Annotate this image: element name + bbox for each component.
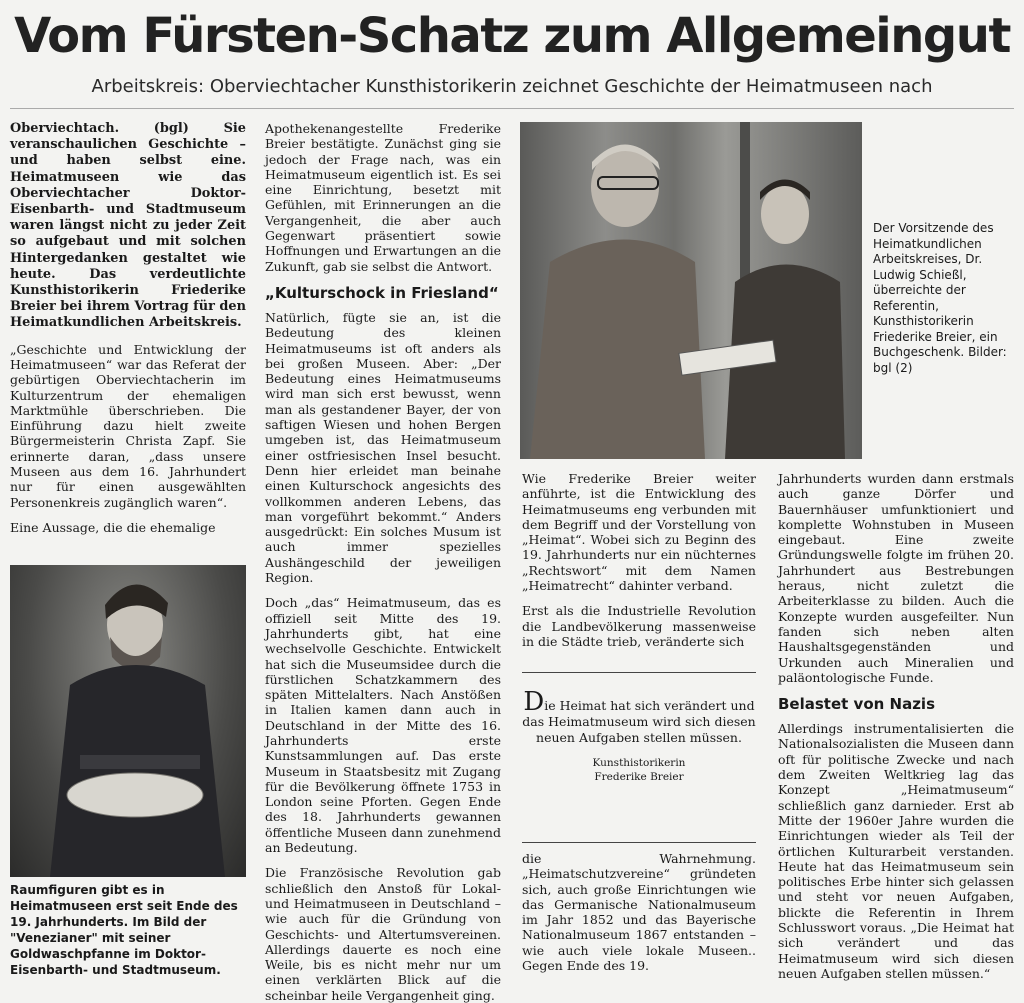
paragraph: Eine Aussage, die die ehemalige [10, 519, 216, 535]
paragraph: „Geschichte und Entwicklung der Heimatmuseen“ war das Referat der gebürtigen Oberviechtacherin im Kulturzentrum der ehemaligen Marktmühle überschrieben. Die Einführung dazu hielt zweite Bürgermeisterin Christa Zapf. Sie erinnerte daran, „dass unsere Museen aus dem 16. Jahrhundert nur für einen ausgewählten Personenkreis zugänglich waren“. [10, 341, 246, 510]
photo-venezianer-figure [10, 565, 246, 877]
column-1 [10, 121, 246, 535]
quote-bottom-rule [522, 842, 756, 843]
paragraph: die Wahrnehmung. „Heimatschutzvereine“ gründeten sich, auch große Einrichtungen wie das Germanische Nationalmuseum im Jahr 1852 und das Bayerische Nationalmuseum 1867 entstanden – wie auch viele lokale Museen.. Gegen Ende des 19. [522, 851, 756, 974]
column-4 [778, 471, 1014, 981]
paragraph: Natürlich, fügte sie an, ist die Bedeutung des kleinen Heimatmuseums ist oft anders als bei großen Museen. Aber: „Der Bedeutung eines Heimatmuseums wird man sich erst bewusst, wenn man als gestandener Bayer, der von saftigen Wiesen und hohen Bergen umgeben ist, das Heimatmuseum einer ostfriesischen Insel besucht. Denn hier erleidet man beinahe einen Kulturschock angesichts des vollkommen anderen Lebens, das man vorgeführt bekommt.“ Anders ausgedrückt: Ein solches Musum ist auch immer spezielles Aushängeschild der jeweiligen Region. [265, 309, 501, 586]
photo-caption-venezianer: Raumfiguren gibt es in Heimatmuseen erst seit Ende des 19. Jahrhunderts. Im Bild der "Venezianer" mit seiner Goldwaschpfanne im Doktor-Eisenbarth- und Stadtmuseum. [10, 883, 238, 977]
subheadline: Arbeitskreis: Oberviechtacher Kunsthistorikerin zeichnet Geschichte der Heimatmuseen nach [91, 76, 933, 97]
pull-quote [522, 676, 756, 784]
paragraph: Jahrhunderts wurden dann erstmals auch ganze Dörfer und Bauernhäuser umfunktioniert und komplette Wohnstuben in Museen eingebaut. Eine zweite Gründungswelle folgte im frühen 20. Jahrhundert aus Bestrebungen heraus, nicht zuletzt die Arbeiterklasse zu bilden. Auch die Konzepte wurden ausgefeilter. Nun fanden sich neben alten Haushaltsgegenständen und Urkunden auch Mineralien und paläontologische Funde. [778, 471, 1014, 685]
quote-text: ie Heimat hat sich verändert und das Heimatmuseum wird sich diesen neuen Aufgaben stellen müssen. [522, 698, 756, 745]
figure-illustration [10, 565, 246, 877]
quote-source-title: Kunsthistorikerin [592, 757, 686, 769]
column-3-continued [522, 851, 756, 973]
paragraph: Doch „das“ Heimatmuseum, das es offiziell seit Mitte des 19. Jahrhunderts gibt, hat eine wechselvolle Geschichte. Entwickelt hat sich die Museumsidee durch die fürstlichen Schatzkammern des späten Mittelalters. Nach Anstößen in Italien kamen dann auch in Deutschland in der Mitte des 16. Jahrhunderts erste Kunstsammlungen auf. Das erste Museum in Staatsbesitz mit Zugang für die Bevölkerung öffnete 1753 in London seine Pforten. Gegen Ende des 18. Jahrhunderts gewannen öffentliche Museen dann zunehmend an Bedeutung. [265, 595, 501, 856]
column-2 [265, 121, 501, 1003]
quote-top-rule [522, 672, 756, 673]
lead-paragraph: Oberviechtach. (bgl) Sie veranschaulichen Geschichte – und haben selbst eine. Heimatmuseen wie das Oberviechtacher Doktor-Eisenbarth- und Stadtmuseum waren längst nicht zu jeder Zeit so aufgebaut und mit solchen Hintergedanken gestaltet wie heute. Das verdeutlichte Kunsthistorikerin Friederike Breier bei ihrem Vortrag für den Heimatkundlichen Arbeitskreis. [10, 121, 246, 331]
photo-illustration [520, 122, 862, 459]
quote-initial: D [523, 687, 545, 717]
paragraph: Allerdings instrumentalisierten die Nationalsozialisten die Museen dann oft für politische Zwecke und nach dem Zweiten Weltkrieg lag das Konzept „Heimatmuseum“ schließlich ganz darnieder. Erst ab Mitte der 1960er Jahre wurden die Einrichtungen wieder als Teil der örtlichen Kulturarbeit verstanden. Heute hat das Heimatmuseum sein politisches Erbe hinter sich gelassen und steht vor neuen Aufgaben, blickte die Referentin in Ihrem Schlusswort voraus. „Die Heimat hat sich verändert und das Heimatmuseum wird sich diesen neuen Aufgaben stellen müssen.“ [778, 721, 1014, 981]
paragraph: Apothekenangestellte Frederike Breier bestätigte. Zunächst ging sie jedoch der Frage nach, was ein Heimatmuseum eigentlich ist. Es sei eine Einrichtung, besetzt mit Gefühlen, mit Erinnerungen an die Vergangenheit, die aber auch Gegenwart präsentiert sowie Hoffnungen und Erwartungen an die Zukunft, gab sie selbst die Antwort. [265, 121, 501, 274]
section-heading: „Kulturschock in Friesland“ [265, 283, 499, 302]
photo-book-presentation [520, 122, 862, 459]
paragraph: Wie Frederike Breier weiter anführte, ist die Entwicklung des Heimatmuseums eng verbunden mit dem Begriff und der Vorstellung von „Heimat“. Wobei sich zu Beginn des 19. Jahrhunderts nur ein nüchternes „Rechtswort“ mit dem Namen „Heimatrecht“ dahinter verband. [522, 471, 756, 594]
headline: Vom Fürsten-Schatz zum Allgemeingut [14, 8, 1010, 64]
photo-caption-book-presentation: Der Vorsitzende des Heimatkundlichen Arbeitskreises, Dr. Ludwig Schießl, überreichte der Referentin, Kunsthistorikerin Friederike Breier, ein Buchgeschenk. Bilder: bgl (2) [873, 221, 1007, 375]
divider [10, 108, 1014, 109]
paragraph: Erst als die Industrielle Revolution die Landbevölkerung massenweise in die Städte trieb, veränderte sich [522, 603, 756, 649]
quote-source-name: Frederike Breier [594, 771, 684, 783]
section-heading: Belastet von Nazis [778, 695, 935, 714]
paragraph: Die Französische Revolution gab schließlich den Anstoß für Lokal- und Heimatmuseen in Deutschland – wie auch für die Gründung von Geschichts- und Altertumsvereinen. Allerdings dauerte es noch eine Weile, bis es nicht mehr nur um einen verklärten Blick auf die scheinbar heile Vergangenheit ging. [265, 865, 501, 1003]
column-3 [522, 471, 756, 649]
